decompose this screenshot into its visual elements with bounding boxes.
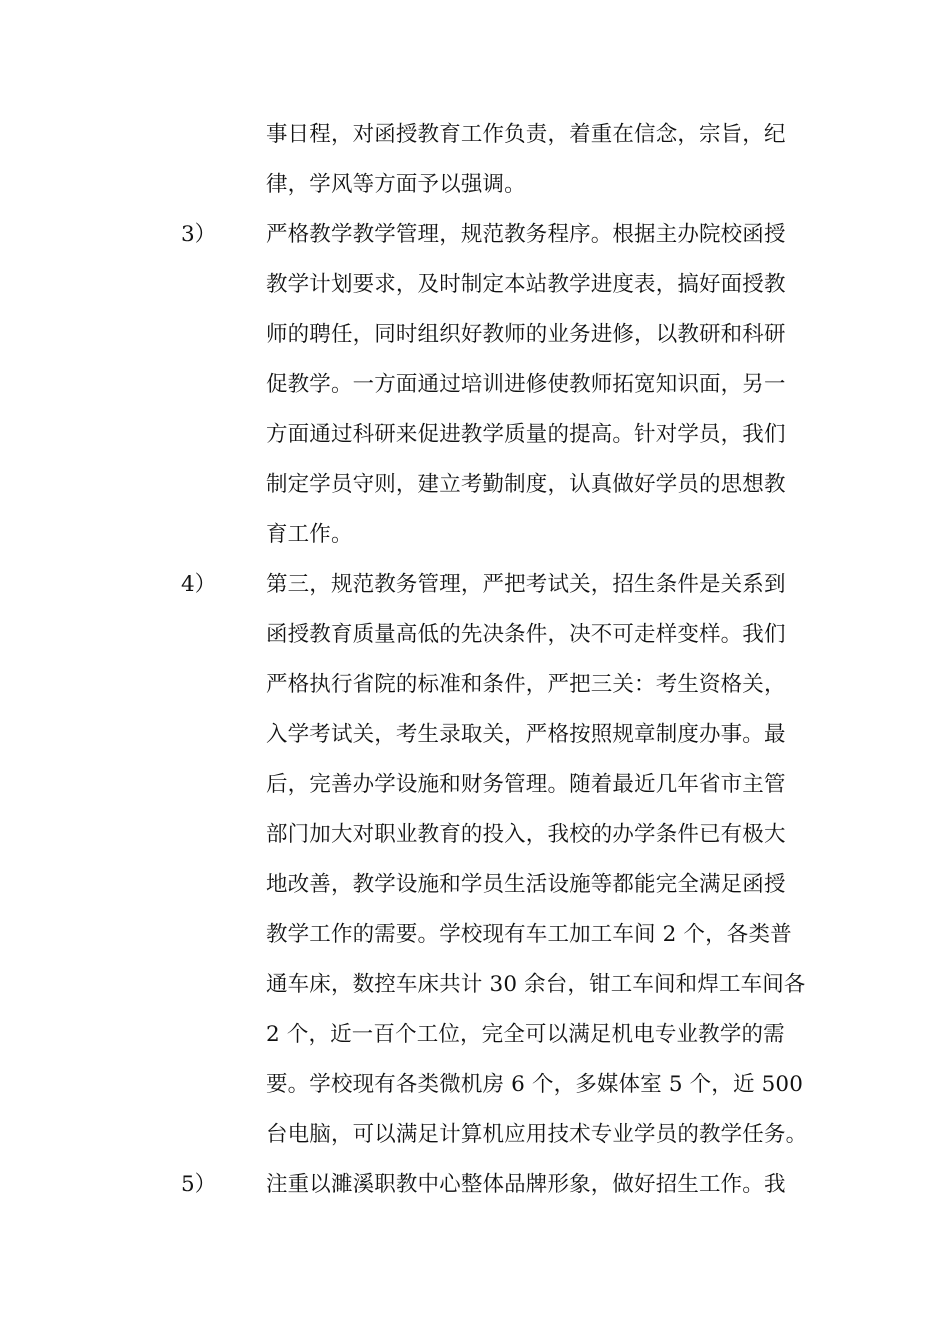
item-number: 4） <box>181 572 217 597</box>
item-number: 3） <box>181 222 217 247</box>
paragraph-line: 台电脑，可以满足计算机应用技术专业学员的教学任务。 <box>266 1122 808 1147</box>
paragraph-line: 育工作。 <box>266 522 353 547</box>
paragraph-line: 制定学员守则，建立考勤制度，认真做好学员的思想教 <box>266 472 786 497</box>
paragraph-line: 教学计划要求，及时制定本站教学进度表，搞好面授教 <box>266 272 786 297</box>
paragraph-line: 第三，规范教务管理，严把考试关，招生条件是关系到 <box>266 572 786 597</box>
paragraph-line: 注重以濉溪职教中心整体品牌形象，做好招生工作。我 <box>266 1172 786 1197</box>
paragraph-line: 严格执行省院的标准和条件，严把三关：考生资格关， <box>266 672 786 697</box>
paragraph-line: 事日程，对函授教育工作负责，着重在信念，宗旨，纪 <box>266 122 786 147</box>
paragraph-line: 通车床，数控车床共计 30 余台，钳工车间和焊工车间各 <box>266 972 806 997</box>
paragraph-line: 2 个，近一百个工位，完全可以满足机电专业教学的需 <box>266 1022 785 1047</box>
paragraph-line: 后，完善办学设施和财务管理。随着最近几年省市主管 <box>266 772 786 797</box>
paragraph-line: 教学工作的需要。学校现有车工加工车间 2 个，各类普 <box>266 922 792 947</box>
paragraph-line: 部门加大对职业教育的投入，我校的办学条件已有极大 <box>266 822 786 847</box>
paragraph-line: 促教学。一方面通过培训进修使教师拓宽知识面，另一 <box>266 372 786 397</box>
item-number: 5） <box>181 1172 217 1197</box>
paragraph-line: 地改善，教学设施和学员生活设施等都能完全满足函授 <box>266 872 786 897</box>
paragraph-line: 入学考试关，考生录取关，严格按照规章制度办事。最 <box>266 722 786 747</box>
paragraph-line: 律，学风等方面予以强调。 <box>266 172 526 197</box>
paragraph-line: 严格教学教学管理，规范教务程序。根据主办院校函授 <box>266 222 786 247</box>
paragraph-line: 函授教育质量高低的先决条件，决不可走样变样。我们 <box>266 622 786 647</box>
paragraph-line: 方面通过科研来促进教学质量的提高。针对学员，我们 <box>266 422 786 447</box>
paragraph-line: 要。学校现有各类微机房 6 个，多媒体室 5 个，近 500 <box>266 1072 804 1097</box>
paragraph-line: 师的聘任，同时组织好教师的业务进修，以教研和科研 <box>266 322 786 347</box>
